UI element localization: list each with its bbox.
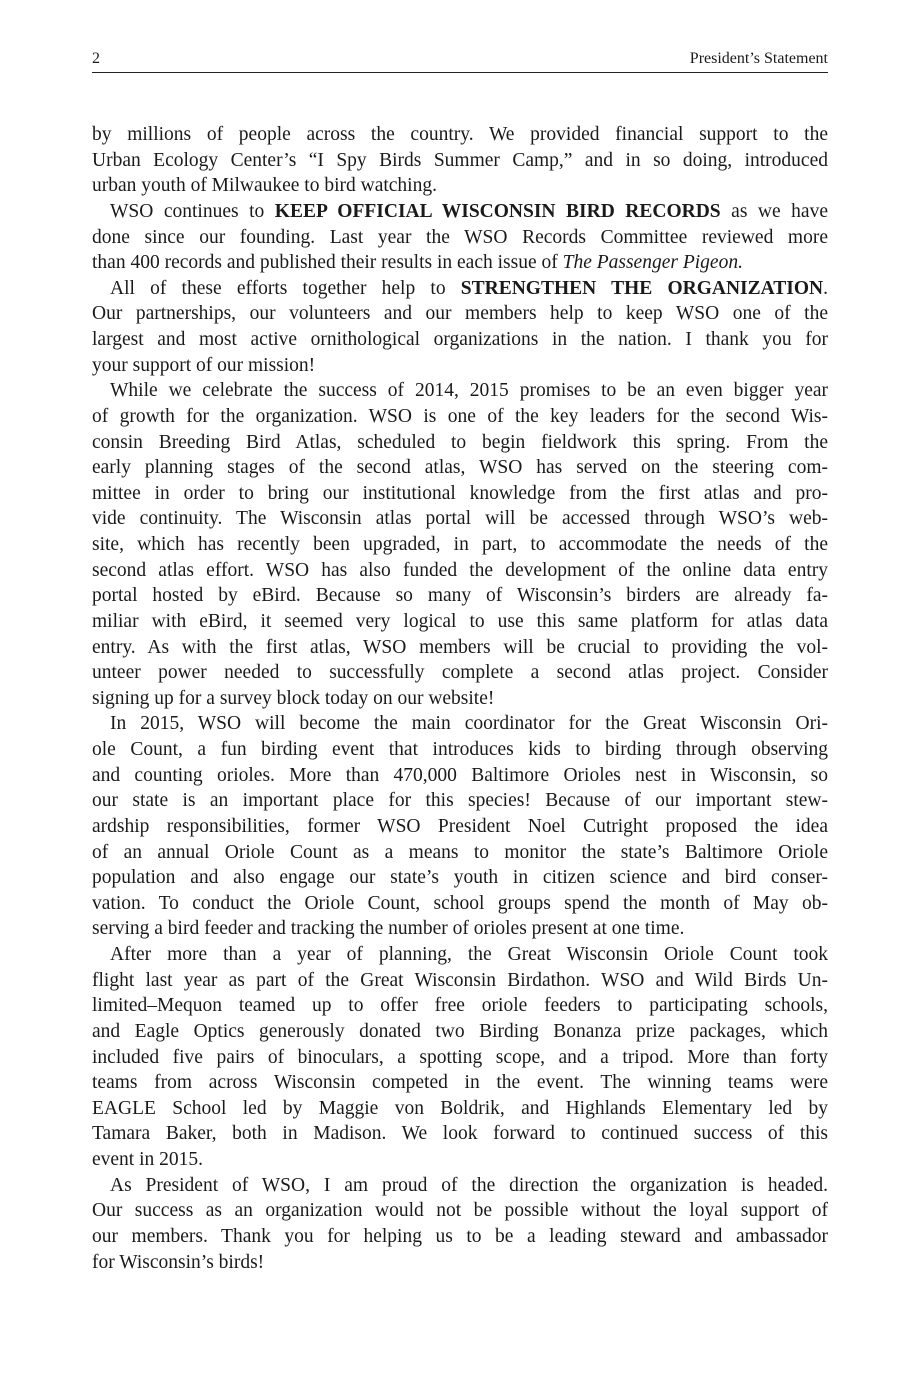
text-line (92, 430, 828, 456)
text-line (92, 1147, 828, 1173)
paragraph (92, 199, 828, 276)
text-line (92, 609, 828, 635)
text-line (92, 1070, 828, 1096)
text-line (92, 1198, 828, 1224)
text-line (92, 1121, 828, 1147)
paragraph (92, 942, 828, 1173)
text-run: largest and most active ornithological organizations in the nation. I thank you for (92, 329, 828, 350)
text-line (92, 583, 828, 609)
text-line (92, 942, 828, 968)
text-line (92, 481, 828, 507)
text-run: our members. Thank you for helping us to be a leading steward and ambassador (92, 1225, 828, 1247)
text-line (92, 353, 828, 379)
paragraph (92, 1173, 828, 1276)
text-run: Urban Ecology Center’s “I Spy Birds Summer Camp,” and in so doing, introduced (92, 149, 828, 171)
italic-title: The Passenger Pigeon. (562, 252, 743, 274)
text-line (92, 506, 828, 532)
text-run: entry. As with the first atlas, WSO members will be crucial to providing the vol- (92, 636, 828, 658)
text-line (92, 840, 828, 866)
paragraph (92, 711, 828, 942)
running-header (92, 48, 828, 73)
text-run: as we have (720, 200, 828, 222)
text-line (92, 404, 828, 430)
text-run: portal hosted by eBird. Because so many of Wisconsin’s birders are already fa- (92, 585, 828, 607)
text-run: consin Breeding Bird Atlas, scheduled to begin fieldwork this spring. From the (92, 431, 828, 453)
text-line (92, 737, 828, 763)
text-run: of an annual Oriole Count as a means to monitor the state’s Baltimore Oriole (92, 841, 828, 863)
text-line (92, 199, 828, 225)
text-line (92, 455, 828, 481)
text-line (92, 814, 828, 840)
text-line (92, 1224, 828, 1250)
text-run: mittee in order to bring our institutional knowledge from the first atlas and pro- (92, 482, 828, 504)
text-line (92, 532, 828, 558)
text-run: population and also engage our state’s youth in citizen science and bird conser- (92, 867, 828, 889)
text-line (92, 148, 828, 174)
bold-emphasis: KEEP OFFICIAL WISCONSIN BIRD RECORDS (274, 200, 721, 222)
text-line (92, 968, 828, 994)
text-run: than 400 records and published their results in each issue of (92, 252, 563, 274)
text-line (92, 558, 828, 584)
text-line (92, 1173, 828, 1199)
text-line (92, 788, 828, 814)
text-line (92, 635, 828, 661)
text-run: included five pairs of binoculars, a spotting scope, and a tripod. More than forty (92, 1046, 828, 1068)
text-line (92, 916, 828, 942)
text-line (92, 122, 828, 148)
text-line (92, 173, 828, 199)
section-title: President’s Statement (689, 50, 828, 67)
text-run: early planning stages of the second atlas, WSO has served on the steering com- (92, 457, 828, 479)
text-run: ole Count, a fun birding event that introduces kids to birding through observing (92, 739, 828, 760)
text-run: unteer power needed to successfully complete a second atlas project. Consider (92, 662, 828, 684)
text-run: event in 2015. (92, 1149, 204, 1170)
text-line (92, 327, 828, 353)
text-line (92, 1250, 828, 1276)
text-run: signing up for a survey block today on our website! (92, 687, 495, 709)
text-run: ardship responsibilities, former WSO President Noel Cutright proposed the idea (92, 815, 828, 837)
text-line (92, 891, 828, 917)
text-run: urban youth of Milwaukee to bird watching. (92, 175, 437, 197)
text-run: After more than a year of planning, the Great Wisconsin Oriole Count took (110, 944, 828, 965)
text-line (92, 378, 828, 404)
text-run: In 2015, WSO will become the main coordinator for the Great Wisconsin Ori- (110, 713, 828, 735)
article-body (92, 122, 828, 1275)
text-run: done since our founding. Last year the WSO Records Committee reviewed more (92, 226, 828, 248)
text-run: your support of our mission! (92, 354, 316, 376)
text-run: Our success as an organization would not be possible without the loyal support of (92, 1200, 828, 1222)
page-number: 2 (92, 50, 100, 67)
text-line (92, 250, 828, 276)
text-line (92, 1096, 828, 1122)
text-run: vide continuity. The Wisconsin atlas portal will be accessed through WSO’s web- (92, 508, 828, 530)
text-run: Our partnerships, our volunteers and our members help to keep WSO one of the (92, 303, 828, 325)
text-run: EAGLE School led by Maggie von Boldrik, and Highlands Elementary led by (92, 1097, 828, 1119)
text-run: teams from across Wisconsin competed in the event. The winning teams were (92, 1072, 828, 1094)
text-run: . (823, 277, 828, 299)
text-run: Tamara Baker, both in Madison. We look forward to continued success of this (92, 1123, 828, 1145)
text-line (92, 993, 828, 1019)
text-line (92, 225, 828, 251)
text-run: While we celebrate the success of 2014, 2015 promises to be an even bigger year (110, 380, 828, 402)
text-run: site, which has recently been upgraded, in part, to accommodate the needs of the (92, 534, 828, 555)
text-line (92, 660, 828, 686)
text-line (92, 865, 828, 891)
text-run: All of these efforts together help to (110, 277, 461, 299)
text-line (92, 301, 828, 327)
text-run: miliar with eBird, it seemed very logical to use this same platform for atlas data (92, 610, 828, 632)
text-line (92, 686, 828, 712)
paragraph (92, 276, 828, 379)
text-run: our state is an important place for this species! Because of our important stew- (92, 790, 828, 812)
text-run: serving a bird feeder and tracking the number of orioles present at one time. (92, 918, 685, 940)
text-run: and Eagle Optics generously donated two Birding Bonanza prize packages, which (92, 1020, 828, 1042)
text-line (92, 711, 828, 737)
text-run: and counting orioles. More than 470,000 Baltimore Orioles nest in Wisconsin, so (92, 764, 828, 786)
text-line (92, 1019, 828, 1045)
text-run: second atlas effort. WSO has also funded the development of the online data entry (92, 559, 828, 581)
text-run: limited–Mequon teamed up to offer free oriole feeders to participating schools, (92, 995, 828, 1017)
text-run: flight last year as part of the Great Wisconsin Birdathon. WSO and Wild Birds Un- (92, 969, 828, 991)
bold-emphasis: STRENGTHEN THE ORGANIZATION (460, 277, 824, 299)
paragraph (92, 378, 828, 711)
text-run: of growth for the organization. WSO is one of the key leaders for the second Wis- (92, 405, 828, 427)
text-run: vation. To conduct the Oriole Count, school groups spend the month of May ob- (92, 892, 828, 914)
paragraph (92, 122, 828, 199)
text-line (92, 763, 828, 789)
text-run: by millions of people across the country. We provided financial support to the (92, 124, 828, 145)
text-run: WSO continues to (110, 200, 275, 222)
text-line (92, 276, 828, 302)
text-run: for Wisconsin’s birds! (92, 1251, 265, 1273)
text-run: As President of WSO, I am proud of the direction the organization is headed. (110, 1174, 828, 1196)
text-line (92, 1045, 828, 1071)
